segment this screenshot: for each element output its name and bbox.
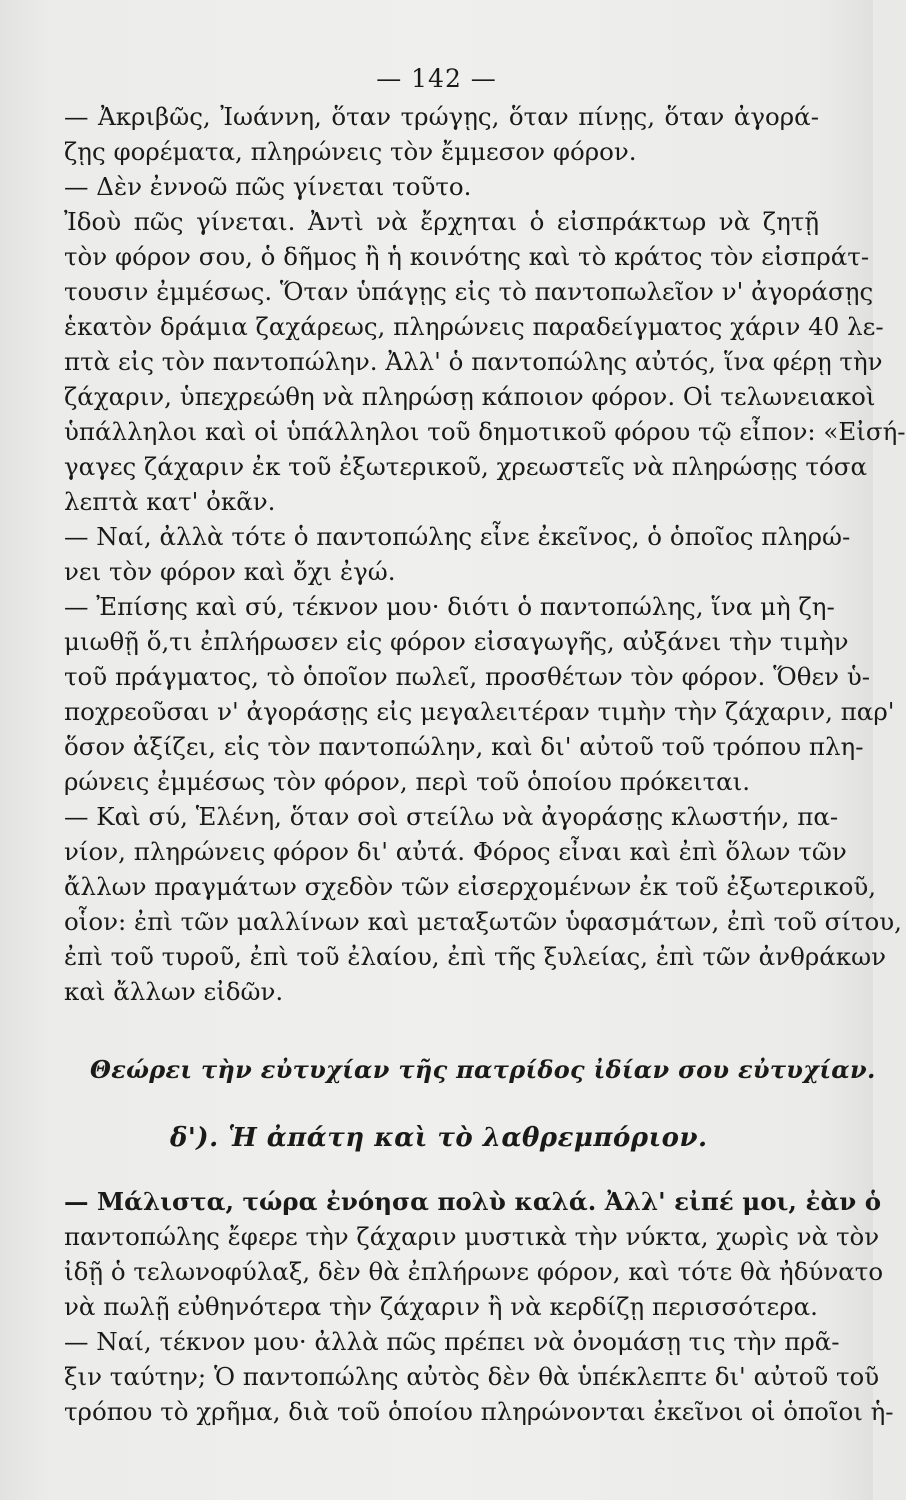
page-number: — 142 — bbox=[376, 64, 497, 93]
text-block-top bbox=[64, 99, 906, 1009]
text-line: ζάχαριν, ὑπεχρεώθη νὰ πληρώσῃ κάποιον φόρον. Οἱ τελωνειακοὶ bbox=[64, 382, 876, 411]
text-line: ἰδῇ ὁ τελωνοφύλαξ, δὲν θὰ ἐπλήρωνε φόρον, καὶ τότε θὰ ἠδύνατο bbox=[64, 1257, 884, 1286]
text-line: τουσιν ἐμμέσως. Ὅταν ὑπάγῃς εἰς τὸ παντοπωλεῖον ν' ἀγοράσῃς bbox=[64, 277, 874, 306]
text-line: — Ναί, τέκνον μου· ἀλλὰ πῶς πρέπει νὰ ὀνομάσῃ τις τὴν πρᾶ- bbox=[64, 1327, 840, 1356]
text-line: ἄλλων πραγμάτων σχεδὸν τῶν εἰσερχομένων ἐκ τοῦ ἐξωτερικοῦ, bbox=[64, 872, 877, 901]
text-line: μιωθῇ ὅ,τι ἐπλήρωσεν εἰς φόρον εἰσαγωγῆς, αὐξάνει τὴν τιμὴν bbox=[64, 627, 849, 656]
text-line: τοῦ πράγματος, τὸ ὁποῖον πωλεῖ, προσθέτων τὸν φόρον. Ὅθεν ὑ- bbox=[64, 662, 871, 691]
text-line: τρόπου τὸ χρῆμα, διὰ τοῦ ὁποίου πληρώνονται ἐκεῖνοι οἱ ὁποῖοι ἡ- bbox=[64, 1397, 894, 1426]
text-line: λεπτὰ κατ' ὀκᾶν. bbox=[64, 487, 276, 516]
motto: Θεώρει τὴν εὐτυχίαν τῆς πατρίδος ἰδίαν σου εὐτυχίαν. bbox=[90, 1055, 876, 1084]
text-line: — Δὲν ἐννοῶ πῶς γίνεται τοῦτο. bbox=[64, 172, 472, 201]
text-line: — Ἐπίσης καὶ σύ, τέκνον μου· διότι ὁ παντοπώλης, ἵνα μὴ ζη- bbox=[64, 592, 835, 621]
text-line: νει τὸν φόρον καὶ ὄχι ἐγώ. bbox=[64, 557, 396, 586]
text-line: — Ἀκριβῶς, Ἰωάννη, ὅταν τρώγῃς, ὅταν πίνῃς, ὅταν ἀγορά- bbox=[64, 102, 819, 131]
text-line: Ἰδοὺ πῶς γίνεται. Ἀντὶ νὰ ἔρχηται ὁ εἰσπράκτωρ νὰ ζητῇ bbox=[64, 207, 819, 236]
text-line: ποχρεοῦσαι ν' ἀγοράσῃς εἰς μεγαλειτέραν τιμὴν τὴν ζάχαριν, παρ' bbox=[64, 697, 895, 726]
text-line: ὅσον ἀξίζει, εἰς τὸν παντοπώλην, καὶ δι' αὐτοῦ τοῦ τρόπου πλη- bbox=[64, 732, 864, 761]
text-line: γαγες ζάχαριν ἐκ τοῦ ἐξωτερικοῦ, χρεωστεῖς νὰ πληρώσῃς τόσα bbox=[64, 452, 867, 481]
text-line: νὰ πωλῇ εὐθηνότερα τὴν ζάχαριν ἢ νὰ κερδίζῃ περισσότερα. bbox=[64, 1292, 818, 1321]
text-line: — Μάλιστα, τώρα ἐνόησα πολὺ καλά. Ἀλλ' εἰπέ μοι, ἐὰν ὁ bbox=[64, 1187, 882, 1216]
text-line: καὶ ἄλλων εἰδῶν. bbox=[64, 977, 284, 1006]
text-line: — Ναί, ἀλλὰ τότε ὁ παντοπώλης εἶνε ἐκεῖνος, ὁ ὁποῖος πληρώ- bbox=[64, 522, 851, 551]
text-line: οἷον: ἐπὶ τῶν μαλλίνων καὶ μεταξωτῶν ὑφασμάτων, ἐπὶ τοῦ σίτου, bbox=[64, 907, 902, 936]
text-line: ἑκατὸν δράμια ζαχάρεως, πληρώνεις παραδείγματος χάριν 40 λε- bbox=[64, 312, 884, 341]
text-block-bottom bbox=[64, 1184, 894, 1429]
text-line: παντοπώλης ἔφερε τὴν ζάχαριν μυστικὰ τὴν νύκτα, χωρὶς νὰ τὸν bbox=[64, 1222, 880, 1251]
text-line: ξιν ταύτην; Ὁ παντοπώλης αὐτὸς δὲν θὰ ὑπέκλεπτε δι' αὐτοῦ τοῦ bbox=[64, 1362, 880, 1391]
text-line: — Καὶ σύ, Ἑλένη, ὅταν σοὶ στείλω νὰ ἀγοράσῃς κλωστήν, πα- bbox=[64, 802, 839, 831]
section-heading: δ'). Ἡ ἀπάτη καὶ τὸ λαθρεμπόριον. bbox=[170, 1123, 708, 1153]
text-line: ζῃς φορέματα, πληρώνεις τὸν ἔμμεσον φόρον. bbox=[64, 137, 637, 166]
text-line: τὸν φόρον σου, ὁ δῆμος ἢ ἡ κοινότης καὶ τὸ κράτος τὸν εἰσπράτ- bbox=[64, 242, 870, 271]
text-line: ὑπάλληλοι καὶ οἱ ὑπάλληλοι τοῦ δημοτικοῦ φόρου τῷ εἶπον: «Εἰσή- bbox=[64, 417, 906, 446]
text-line: νίον, πληρώνεις φόρον δι' αὐτά. Φόρος εἶναι καὶ ἐπὶ ὅλων τῶν bbox=[64, 837, 847, 866]
text-line: πτὰ εἰς τὸν παντοπώλην. Ἀλλ' ὁ παντοπώλης αὐτός, ἵνα φέρῃ τὴν bbox=[64, 347, 883, 376]
text-line: ρώνεις ἐμμέσως τὸν φόρον, περὶ τοῦ ὁποίου πρόκειται. bbox=[64, 767, 751, 796]
text-line: ἐπὶ τοῦ τυροῦ, ἐπὶ τοῦ ἐλαίου, ἐπὶ τῆς ξυλείας, ἐπὶ τῶν ἀνθράκων bbox=[64, 942, 886, 971]
